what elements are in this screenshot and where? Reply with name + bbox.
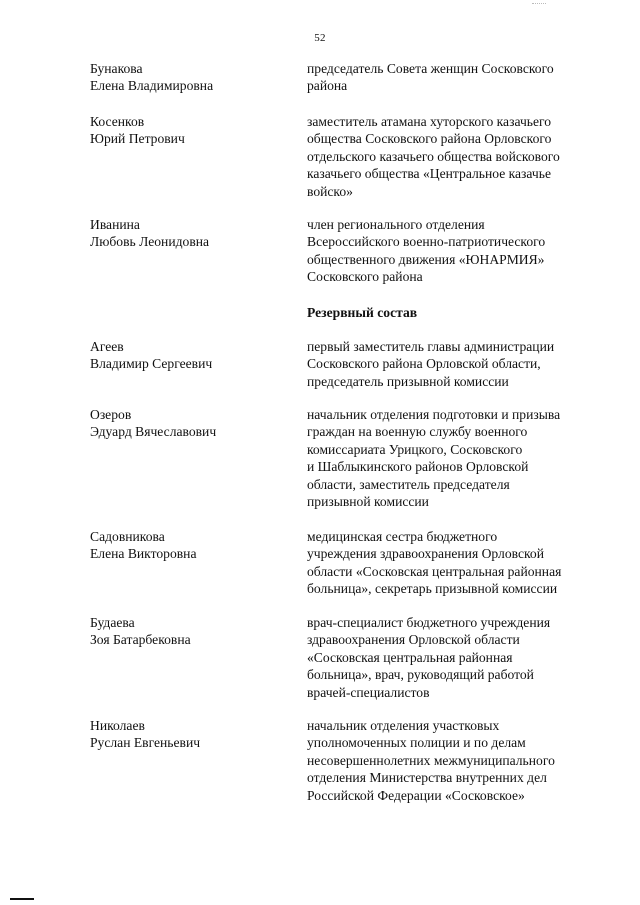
role-line: Сосковского района Орловской области, — [307, 356, 541, 372]
role-line: войско» — [307, 183, 353, 199]
role-line: района — [307, 78, 348, 94]
member-given-names: Елена Владимировна — [90, 78, 214, 94]
member-name — [90, 614, 290, 649]
section-heading-reserve: Резервный состав — [307, 305, 418, 320]
member-given-names: Эдуард Вячеславович — [90, 424, 217, 440]
member-given-names: Руслан Евгеньевич — [90, 735, 201, 751]
member-role — [307, 528, 607, 598]
role-line: заместитель атамана хуторского казачьего — [307, 114, 552, 129]
scan-artifact — [532, 3, 546, 5]
member-surname: Агеев — [90, 339, 124, 354]
role-line: области, заместитель председателя — [307, 476, 510, 492]
member-role — [307, 406, 607, 510]
member-name — [90, 528, 290, 563]
member-surname: Николаев — [90, 718, 145, 733]
role-line: граждан на военную службу военного — [307, 424, 528, 440]
member-surname: Бунакова — [90, 61, 143, 76]
member-role — [307, 614, 607, 701]
role-line: отделения Министерства внутренних дел — [307, 770, 547, 786]
scan-edge-mark — [10, 898, 34, 900]
role-line: Сосковского района — [307, 269, 423, 285]
role-line: член регионального отделения — [307, 217, 485, 232]
member-name — [90, 113, 290, 148]
member-surname: Косенков — [90, 114, 145, 129]
member-surname: Озеров — [90, 407, 132, 422]
member-name — [90, 216, 290, 251]
role-line: начальник отделения участковых — [307, 718, 500, 733]
role-line: начальник отделения подготовки и призыва — [307, 407, 561, 422]
member-surname: Садовникова — [90, 529, 165, 544]
member-role — [307, 717, 607, 804]
role-line: председатель Совета женщин Сосковского — [307, 61, 554, 76]
role-line: учреждения здравоохранения Орловской — [307, 546, 544, 562]
role-line: председатель призывной комиссии — [307, 373, 509, 389]
role-line: общественного движения «ЮНАРМИЯ» — [307, 251, 545, 267]
member-given-names: Любовь Леонидовна — [90, 234, 210, 250]
member-name — [90, 338, 290, 373]
member-surname: Иванина — [90, 217, 140, 232]
member-name — [90, 406, 290, 441]
member-role — [307, 113, 607, 200]
member-name — [90, 60, 290, 95]
role-line: врачей-специалистов — [307, 684, 430, 700]
role-line: врач-специалист бюджетного учреждения — [307, 615, 551, 630]
role-line: общества Сосковского района Орловского — [307, 131, 552, 147]
member-role — [307, 60, 607, 95]
role-line: здравоохранения Орловской области — [307, 632, 520, 648]
member-role — [307, 216, 607, 286]
member-surname: Будаева — [90, 615, 135, 630]
member-given-names: Юрий Петрович — [90, 131, 185, 147]
role-line: призывной комиссии — [307, 494, 429, 510]
role-line: и Шаблыкинского районов Орловской — [307, 459, 529, 475]
member-role — [307, 338, 607, 390]
role-line: казачьего общества «Центральное казачье — [307, 166, 551, 182]
role-line: медицинская сестра бюджетного — [307, 529, 498, 544]
role-line: уполномоченных полиции и по делам — [307, 735, 526, 751]
role-line: комиссариата Урицкого, Сосковского — [307, 441, 523, 457]
member-name — [90, 717, 290, 752]
member-given-names: Владимир Сергеевич — [90, 356, 213, 372]
role-line: отдельского казачьего общества войскового — [307, 148, 560, 164]
role-line: несовершеннолетних межмуниципального — [307, 752, 555, 768]
role-line: Российской Федерации «Сосковское» — [307, 787, 525, 803]
role-line: Всероссийского военно-патриотического — [307, 234, 546, 250]
role-line: больница», секретарь призывной комиссии — [307, 581, 558, 597]
member-given-names: Зоя Батарбековна — [90, 632, 191, 648]
page-number: 52 — [314, 32, 326, 44]
member-given-names: Елена Викторовна — [90, 546, 197, 562]
role-line: области «Сосковская центральная районная — [307, 563, 562, 579]
role-line: «Сосковская центральная районная — [307, 649, 513, 665]
role-line: больница», врач, руководящий работой — [307, 667, 534, 683]
role-line: первый заместитель главы администрации — [307, 339, 555, 354]
